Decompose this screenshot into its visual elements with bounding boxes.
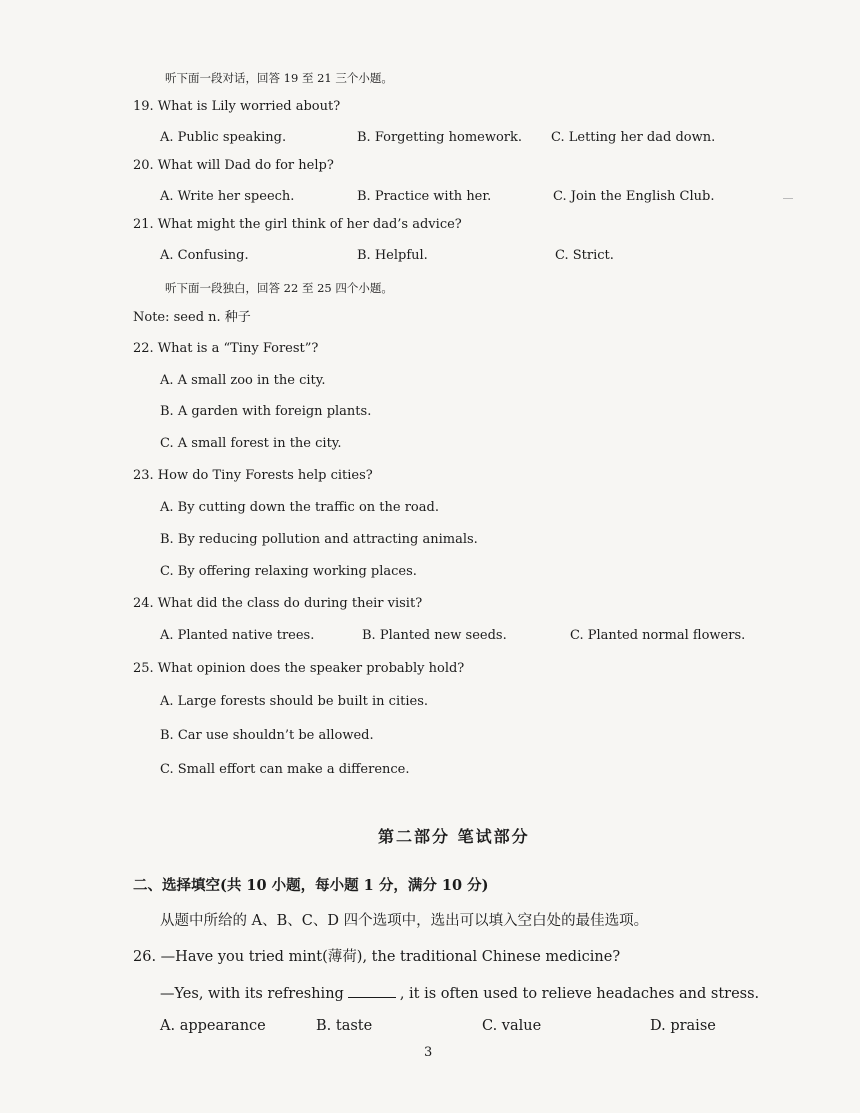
question-26-line-2 xyxy=(160,985,759,1002)
question-26-option-c: C. value xyxy=(482,1018,542,1034)
question-25-option-c: C. Small effort can make a difference. xyxy=(160,762,410,777)
question-22-option-c: C. A small forest in the city. xyxy=(160,436,342,451)
question-21-option-a: A. Confusing. xyxy=(160,248,249,263)
listening-instruction-19-21: 听下面一段对话，回答 19 至 21 三个小题。 xyxy=(165,71,393,85)
question-21-option-c: C. Strict. xyxy=(555,248,614,263)
question-19-option-b: B. Forgetting homework. xyxy=(357,130,523,145)
answer-blank xyxy=(348,985,396,998)
question-21-stem: 21. What might the girl think of her dad’s advice? xyxy=(133,217,462,232)
question-24-option-b: B. Planted new seeds. xyxy=(362,628,507,643)
scan-mark xyxy=(783,198,793,199)
question-21-option-b: B. Helpful. xyxy=(357,248,428,263)
section-two-instruction: 从题中所给的 A、B、C、D 四个选项中，选出可以填入空白处的最佳选项。 xyxy=(160,913,649,929)
question-20-stem: 20. What will Dad do for help? xyxy=(133,158,334,173)
question-22-stem: 22. What is a “Tiny Forest”? xyxy=(133,341,319,356)
question-22-option-b: B. A garden with foreign plants. xyxy=(160,404,372,419)
question-25-stem: 25. What opinion does the speaker probably hold? xyxy=(133,661,465,676)
section-two-heading: 二、选择填空(共 10 小题，每小题 1 分，满分 10 分) xyxy=(133,877,489,894)
question-19-stem: 19. What is Lily worried about? xyxy=(133,99,341,114)
question-24-stem: 24. What did the class do during their visit? xyxy=(133,596,423,611)
question-24-option-a: A. Planted native trees. xyxy=(160,628,315,643)
question-20-option-a: A. Write her speech. xyxy=(160,189,295,204)
question-20-option-b: B. Practice with her. xyxy=(357,189,492,204)
page-number: 3 xyxy=(424,1045,433,1060)
question-23-option-c: C. By offering relaxing working places. xyxy=(160,564,417,579)
question-26-option-a: A. appearance xyxy=(160,1018,266,1034)
question-25-option-b: B. Car use shouldn’t be allowed. xyxy=(160,728,374,743)
question-23-option-a: A. By cutting down the traffic on the road. xyxy=(160,500,439,515)
question-26-line-2-end: , it is often used to relieve headaches and stress. xyxy=(399,986,760,1002)
part-two-title: 第二部分 笔试部分 xyxy=(378,827,530,846)
question-26-line-1: 26. —Have you tried mint(薄荷), the traditional Chinese medicine? xyxy=(133,949,621,965)
vocabulary-note: Note: seed n. 种子 xyxy=(133,310,251,325)
question-23-stem: 23. How do Tiny Forests help cities? xyxy=(133,468,373,483)
question-24-option-c: C. Planted normal flowers. xyxy=(570,628,746,643)
question-19-option-c: C. Letting her dad down. xyxy=(551,130,716,145)
question-25-option-a: A. Large forests should be built in cities. xyxy=(160,694,428,709)
question-26-line-2-start: —Yes, with its refreshing xyxy=(160,986,344,1002)
question-26-option-d: D. praise xyxy=(650,1018,716,1034)
question-22-option-a: A. A small zoo in the city. xyxy=(160,373,326,388)
listening-instruction-22-25: 听下面一段独白，回答 22 至 25 四个小题。 xyxy=(165,281,393,295)
question-20-option-c: C. Join the English Club. xyxy=(553,189,715,204)
question-19-option-a: A. Public speaking. xyxy=(160,130,287,145)
question-23-option-b: B. By reducing pollution and attracting animals. xyxy=(160,532,478,547)
question-26-option-b: B. taste xyxy=(316,1018,373,1034)
